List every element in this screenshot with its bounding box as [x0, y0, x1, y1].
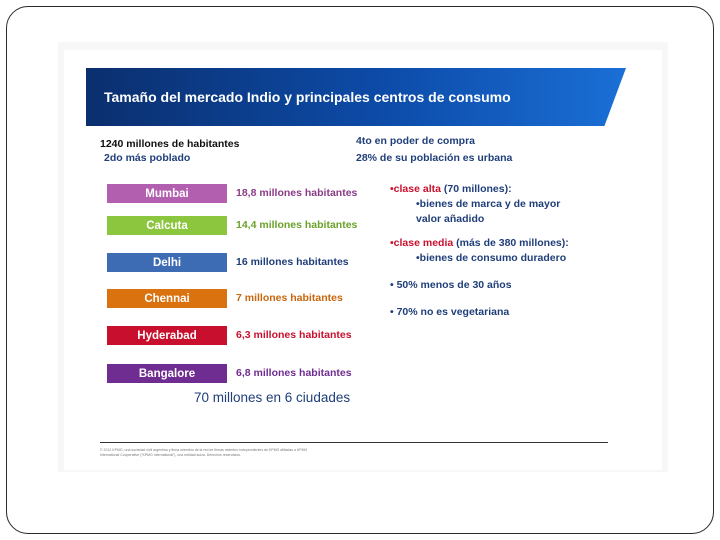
city-population: 6,3 millones habitantes — [236, 329, 352, 341]
city-population: 6,8 millones habitantes — [236, 367, 352, 379]
footer-divider — [100, 442, 608, 443]
city-population: 16 millones habitantes — [236, 256, 349, 268]
purchasing-power-rank: 4to en poder de compra — [356, 135, 476, 147]
clase-media-count: (más de 380 millones): — [453, 237, 569, 249]
note-vegetarian: • 70% no es vegetariana — [390, 306, 510, 318]
note-clase-alta — [390, 183, 512, 195]
city-population: 14,4 millones habitantes — [236, 219, 358, 231]
city-box: Mumbai — [107, 184, 227, 203]
note-clase-media-sub1: •bienes de consumo duradero — [416, 252, 567, 264]
note-age: • 50% menos de 30 años — [390, 279, 512, 291]
urban-population: 28% de su población es urbana — [356, 152, 513, 164]
population-rank: 2do más poblado — [104, 152, 191, 164]
city-box: Bangalore — [107, 364, 227, 383]
note-clase-media — [390, 237, 569, 249]
city-box: Hyderabad — [107, 326, 227, 345]
clase-media-label: •clase media — [390, 237, 454, 249]
note-clase-alta-sub2: valor añadido — [416, 213, 485, 225]
city-population: 18,8 millones habitantes — [236, 187, 358, 199]
cities-total: 70 millones en 6 ciudades — [194, 390, 351, 405]
city-population: 7 millones habitantes — [236, 292, 343, 304]
clase-alta-label: •clase alta — [390, 183, 441, 195]
footer-fine-print: © 2012 KPMG, una sociedad civil argentina y firma miembro de la red de firmas miembro independientes de KPMG afiliadas a KPMG International Cooperative ("KPMG International"), una entidad suiza. Derechos reservados. — [100, 448, 308, 457]
slide-title: Tamaño del mercado Indio y principales centros de consumo — [104, 89, 511, 105]
clase-alta-count: (70 millones): — [440, 183, 512, 195]
note-clase-alta-sub1: •bienes de marca y de mayor — [416, 198, 561, 210]
city-box: Calcuta — [107, 216, 227, 235]
city-box: Delhi — [107, 253, 227, 272]
city-box: Chennai — [107, 289, 227, 308]
population-total: 1240 millones de habitantes — [100, 138, 240, 150]
